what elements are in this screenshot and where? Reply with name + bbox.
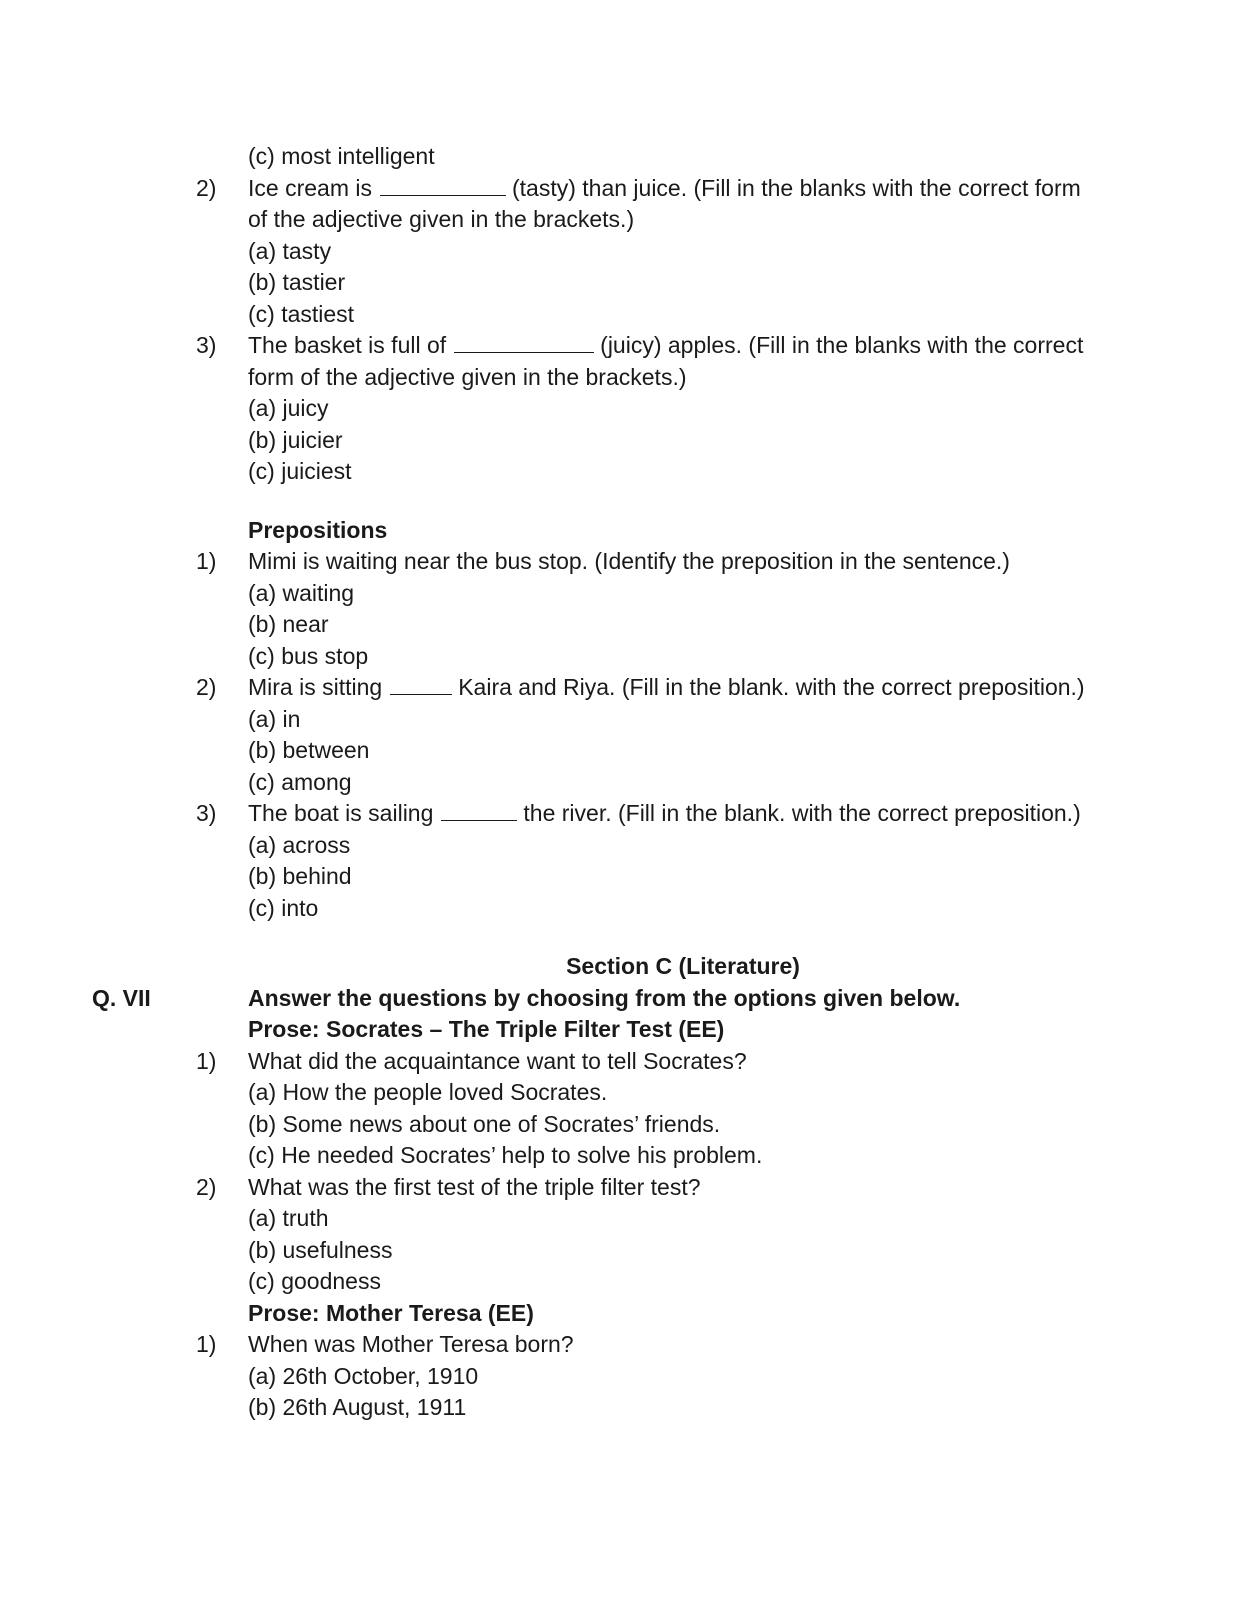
option-text: (a) 26th October, 1910: [248, 1362, 479, 1389]
spacer: [0, 488, 1237, 515]
question-number: 3): [196, 332, 217, 358]
instruction-text: Answer the questions by choosing from the options given below.: [248, 984, 961, 1011]
section-title-line: [0, 951, 1237, 983]
option-text: (c) goodness: [248, 1268, 381, 1294]
question-line: [0, 546, 1237, 578]
question-text: [248, 672, 1085, 704]
option-line: [0, 641, 1237, 673]
question-line: [0, 330, 1237, 362]
option-text: (a) juicy: [248, 395, 329, 421]
option-text: (a) in: [248, 705, 301, 732]
question-number: 1): [196, 1331, 217, 1357]
option-text: (b) behind: [248, 863, 352, 889]
option-line: [0, 1392, 1237, 1424]
question-line: [0, 1329, 1237, 1361]
question-line: [0, 672, 1237, 704]
question-text: [248, 330, 1083, 362]
question-text-before-blank: Mira is sitting: [248, 674, 383, 700]
question-number: 2): [196, 1173, 217, 1200]
answer-blank: [454, 330, 594, 353]
option-line: [0, 767, 1237, 799]
answer-blank: [380, 173, 506, 196]
question-line: [0, 173, 1237, 205]
question-text-after-blank: the river. (Fill in the blank. with the correct preposition.): [523, 800, 1081, 826]
question-text: Mimi is waiting near the bus stop. (Identify the preposition in the sentence.): [248, 548, 1010, 574]
option-text: (b) tastier: [248, 269, 346, 295]
question-line-continued: [0, 204, 1237, 236]
option-line: [0, 141, 1237, 173]
option-text: (b) juicier: [248, 426, 343, 453]
option-text: (a) truth: [248, 1205, 329, 1231]
option-line: [0, 609, 1237, 641]
question-number: 3): [196, 800, 217, 826]
option-line: [0, 1077, 1237, 1109]
option-line: [0, 393, 1237, 425]
question-text-after-blank: (juicy) apples. (Fill in the blanks with the correct: [600, 332, 1084, 358]
option-line: [0, 1203, 1237, 1235]
question-text: form of the adjective given in the brackets.): [248, 363, 687, 390]
option-text: (c) most intelligent: [248, 143, 435, 169]
option-line: [0, 861, 1237, 893]
option-text: (a) tasty: [248, 237, 332, 264]
question-text-after-blank: (tasty) than juice. (Fill in the blanks with the correct form: [511, 174, 1081, 201]
prose-heading: Prose: Socrates – The Triple Filter Test (EE): [248, 1016, 725, 1042]
option-text: (c) juiciest: [248, 458, 352, 484]
option-line: [0, 267, 1237, 299]
option-line: [0, 1361, 1237, 1393]
instruction-line: [0, 983, 1237, 1015]
option-line: [0, 830, 1237, 862]
question-text: [248, 173, 1081, 205]
option-text: (c) into: [248, 894, 319, 921]
option-text: (b) Some news about one of Socrates’ friends.: [248, 1110, 721, 1137]
question-number: 1): [196, 548, 217, 574]
question-text: What was the first test of the triple filter test?: [248, 1173, 701, 1200]
option-text: (c) He needed Socrates’ help to solve his problem.: [248, 1142, 763, 1168]
option-text: (c) tastiest: [248, 300, 355, 327]
question-line: [0, 1046, 1237, 1078]
option-text: (b) between: [248, 737, 370, 763]
worksheet-page: [0, 141, 1237, 1424]
section-heading-line: [0, 515, 1237, 547]
question-text-before-blank: The basket is full of: [248, 332, 447, 358]
option-line: [0, 1140, 1237, 1172]
option-text: (b) near: [248, 611, 329, 637]
question-line-continued: [0, 362, 1237, 394]
option-line: [0, 735, 1237, 767]
question-text: When was Mother Teresa born?: [248, 1331, 574, 1357]
question-number: 2): [196, 174, 217, 201]
option-text: (a) across: [248, 831, 351, 858]
option-text: (a) waiting: [248, 579, 355, 606]
option-line: [0, 704, 1237, 736]
option-line: [0, 1109, 1237, 1141]
option-line: [0, 1266, 1237, 1298]
spacer: [0, 924, 1237, 951]
option-line: [0, 893, 1237, 925]
question-line: [0, 1172, 1237, 1204]
option-line: [0, 236, 1237, 268]
question-text-after-blank: Kaira and Riya. (Fill in the blank. with the correct preposition.): [458, 674, 1085, 700]
option-line: [0, 1235, 1237, 1267]
option-line: [0, 425, 1237, 457]
question-text: [248, 798, 1081, 830]
prepositions-heading: Prepositions: [248, 516, 388, 543]
prose-heading: Prose: Mother Teresa (EE): [248, 1299, 534, 1326]
question-text-before-blank: The boat is sailing: [248, 800, 434, 826]
option-line: [0, 578, 1237, 610]
answer-blank: [390, 672, 452, 695]
question-label: Q. VII: [92, 984, 151, 1011]
option-line: [0, 456, 1237, 488]
option-text: (b) usefulness: [248, 1236, 393, 1263]
answer-blank: [441, 798, 517, 821]
option-text: (c) among: [248, 768, 352, 795]
option-text: (c) bus stop: [248, 642, 369, 669]
option-text: (b) 26th August, 1911: [248, 1394, 467, 1420]
question-number: 2): [196, 674, 217, 700]
question-line: [0, 798, 1237, 830]
option-text: (a) How the people loved Socrates.: [248, 1079, 608, 1105]
question-text: of the adjective given in the brackets.): [248, 206, 635, 232]
prose-heading-line: [0, 1014, 1237, 1046]
question-text-before-blank: Ice cream is: [248, 174, 372, 201]
question-text: What did the acquaintance want to tell Socrates?: [248, 1047, 747, 1074]
question-number: 1): [196, 1047, 217, 1074]
section-c-title: Section C (Literature): [566, 953, 800, 979]
prose-heading-line: [0, 1298, 1237, 1330]
option-line: [0, 299, 1237, 331]
